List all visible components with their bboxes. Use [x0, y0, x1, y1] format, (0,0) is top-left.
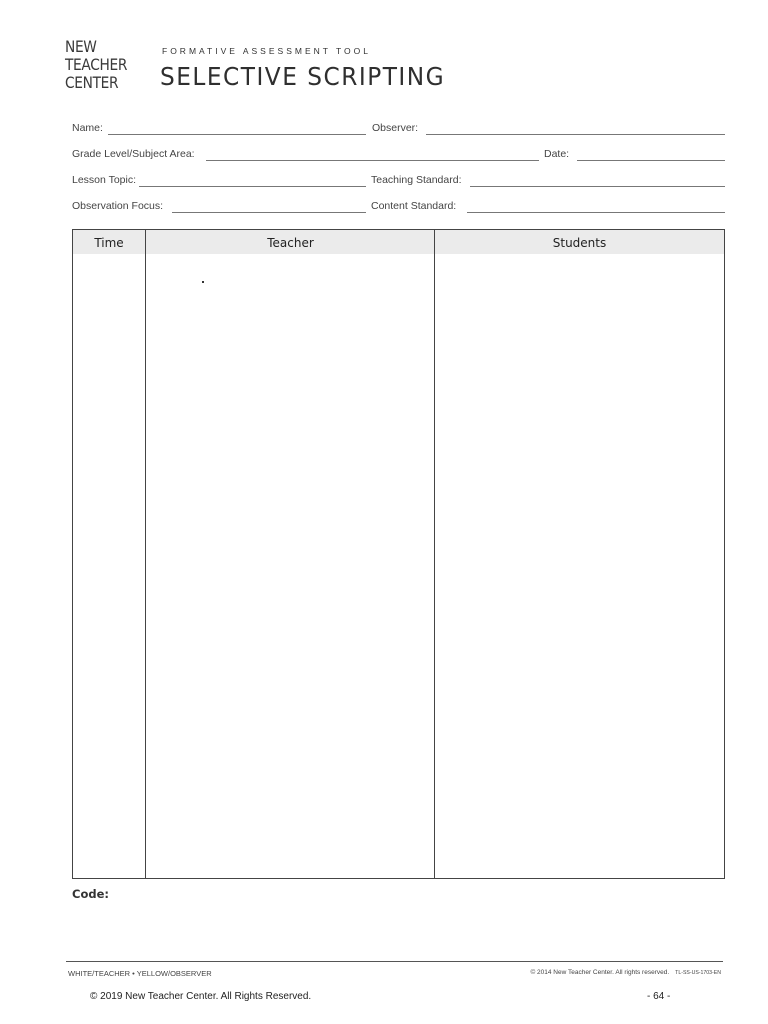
field-row-name — [72, 122, 725, 136]
name-field[interactable] — [108, 134, 366, 135]
column-divider-teacher — [434, 230, 435, 878]
logo-line-1: NEW — [65, 37, 97, 56]
logo-line-3: CENTER — [65, 73, 119, 92]
students-header: Students — [552, 236, 607, 250]
name-label: Name: — [72, 122, 103, 134]
lesson-topic-field[interactable] — [139, 186, 366, 187]
scripting-table — [72, 229, 725, 879]
page-number: - 64 - — [647, 991, 671, 1002]
grade-field[interactable] — [206, 160, 539, 161]
teaching-standard-field[interactable] — [470, 186, 725, 187]
observation-focus-field[interactable] — [172, 212, 366, 213]
copyright-notice: © 2019 New Teacher Center. All Rights Reserved. — [90, 991, 312, 1002]
field-row-grade — [72, 148, 725, 162]
time-header: Time — [94, 236, 124, 250]
footer-rights-text: © 2014 New Teacher Center. All rights reserved. — [530, 969, 670, 976]
field-row-focus — [72, 200, 725, 214]
footer-divider — [66, 961, 723, 962]
teaching-standard-label: Teaching Standard: — [371, 174, 462, 186]
stray-mark — [202, 281, 204, 283]
document-id: TL-SS-US-1703-EN — [675, 970, 721, 976]
tool-subtitle: FORMATIVE ASSESSMENT TOOL — [162, 46, 371, 56]
grade-label: Grade Level/Subject Area: — [72, 148, 195, 160]
column-divider-time — [145, 230, 146, 878]
observer-field[interactable] — [426, 134, 725, 135]
lesson-topic-label: Lesson Topic: — [72, 174, 137, 186]
copy-distribution-note: WHITE/TEACHER • YELLOW/OBSERVER — [68, 969, 212, 978]
page-title: SELECTIVE SCRIPTING — [160, 62, 446, 91]
observer-label: Observer: — [372, 122, 419, 134]
table-header-row — [73, 230, 724, 254]
teacher-header: Teacher — [267, 236, 314, 250]
code-label: Code: — [72, 887, 109, 901]
content-standard-field[interactable] — [467, 212, 725, 213]
observation-focus-label: Observation Focus: — [72, 200, 164, 212]
new-teacher-center-logo — [65, 38, 127, 92]
footer-rights — [530, 969, 721, 976]
logo-line-2: TEACHER — [65, 55, 128, 74]
content-standard-label: Content Standard: — [371, 200, 457, 212]
field-row-lesson — [72, 174, 725, 188]
date-label: Date: — [544, 148, 570, 160]
date-field[interactable] — [577, 160, 725, 161]
